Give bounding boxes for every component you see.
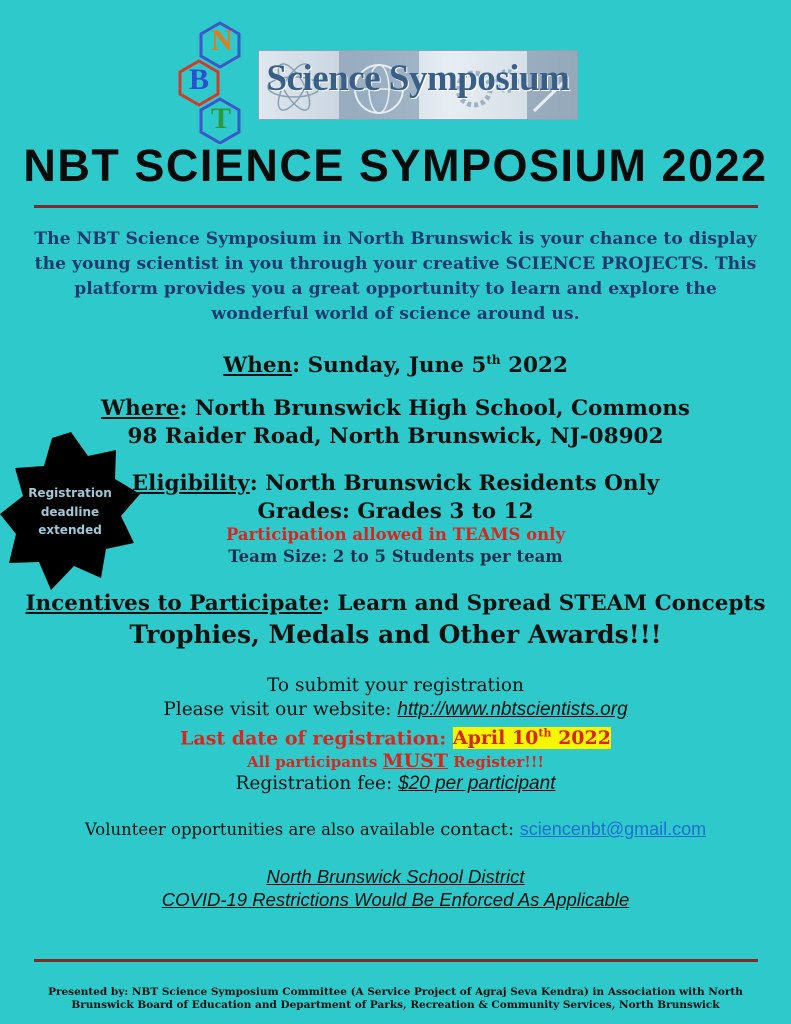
when-year: 2022: [500, 353, 568, 379]
covid-line: COVID-19 Restrictions Would Be Enforced As Applicable: [161, 889, 630, 910]
last-date-line: [0, 722, 791, 750]
incentives-value: : Learn and Spread STEAM Concepts: [322, 591, 766, 616]
team-size-line: Team Size: 2 to 5 Students per team: [228, 547, 563, 566]
when-sup: th: [486, 353, 501, 367]
banner-title: Science Symposium: [266, 58, 570, 99]
badge-line-1: Registration: [28, 486, 112, 500]
eligibility-value: : North Brunswick Residents Only: [249, 471, 660, 496]
must-word: MUST: [382, 750, 448, 772]
where-value: : North Brunswick High School, Commons: [179, 396, 690, 421]
fee-label: Registration fee:: [235, 773, 399, 794]
website-link[interactable]: http://www.nbtscientists.org: [397, 699, 628, 720]
submit-line: To submit your registration: [267, 675, 524, 696]
volunteer-text: Volunteer opportunities are also available: [84, 820, 441, 839]
logo-letter-n: N: [211, 24, 233, 57]
eligibility-line: [0, 470, 791, 498]
logo-letter-t: T: [211, 102, 232, 135]
website-line: [0, 699, 791, 721]
incentives-line: [0, 590, 791, 618]
email-link[interactable]: sciencenbt@gmail.com: [519, 819, 707, 839]
eligibility-label: Eligibility: [131, 471, 250, 496]
badge-line-2: deadline: [40, 504, 100, 519]
fee-line: [0, 773, 791, 795]
where-label: Where: [101, 396, 180, 421]
bottom-divider: [34, 959, 758, 962]
intro-paragraph: The NBT Science Symposium in North Brunswick is your chance to display the young scientist in you through your creative SCIENCE PROJECTS. This platform provides you a great opportunity to learn and explore the wonderful world of science around us.: [34, 229, 757, 324]
footer-credits: [40, 986, 751, 1012]
website-prefix: Please visit our website:: [163, 699, 398, 720]
page-title: NBT SCIENCE SYMPOSIUM 2022: [23, 140, 768, 191]
last-date-label: Last date of registration:: [180, 727, 453, 750]
last-date-sup: th: [538, 727, 552, 740]
last-date-highlight: [453, 727, 611, 749]
when-label: When: [223, 353, 293, 379]
awards-line: Trophies, Medals and Other Awards!!!: [129, 620, 662, 649]
district-line: North Brunswick School District: [266, 866, 525, 887]
where-line-1: [0, 395, 791, 423]
last-date-value: April 10: [452, 727, 539, 750]
badge-line-3: extended: [38, 523, 102, 537]
volunteer-line: [0, 818, 791, 841]
last-date-year: 2022: [551, 727, 611, 750]
fee-value: $20 per participant: [398, 773, 556, 794]
contact-label: contact:: [440, 819, 520, 840]
top-divider: [34, 205, 758, 208]
when-line: [0, 346, 791, 380]
logo-letter-b: B: [189, 63, 210, 96]
teams-line: Participation allowed in TEAMS only: [225, 525, 566, 544]
must-register-line: [0, 749, 791, 774]
footer-line-1: Presented by: NBT Science Symposium Committee (A Service Project of Agraj Seva Kendra) in Association with North: [48, 986, 743, 998]
grades-line: Grades: Grades 3 to 12: [257, 499, 534, 524]
footer-line-2: Brunswick Board of Education and Department of Parks, Recreation & Community Services, North Brunswick: [71, 999, 720, 1011]
where-line-2: 98 Raider Road, North Brunswick, NJ-08902: [127, 424, 664, 449]
must-prefix: All participants: [246, 753, 383, 771]
incentives-label: Incentives to Participate: [25, 591, 322, 616]
must-suffix: Register!!!: [448, 753, 544, 771]
when-value: : Sunday, June 5: [292, 353, 487, 379]
science-symposium-banner: [258, 50, 578, 120]
